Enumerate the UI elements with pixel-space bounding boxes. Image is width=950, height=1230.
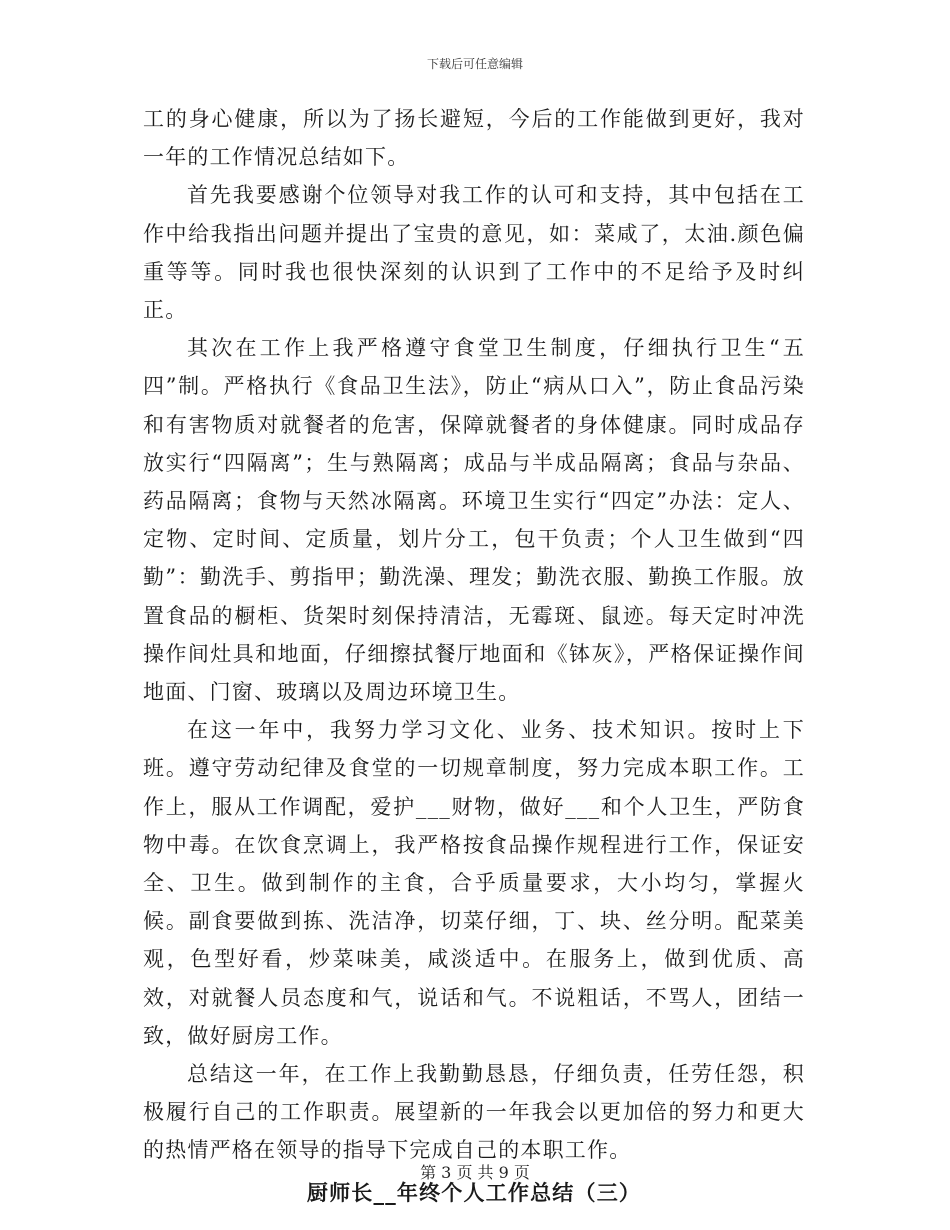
section-title: 厨师长__年终个人工作总结（三） <box>306 1179 642 1205</box>
paragraph-2: 首先我要感谢个位领导对我工作的认可和支持，其中包括在工作中给我指出问题并提出了宝贵的意见，如：菜咸了，太油.颜色偏重等等。同时我也很快深刻的认识到了工作中的不足给予及时纠正。 <box>143 183 805 323</box>
document-body <box>143 100 805 1212</box>
paragraph-3: 其次在工作上我严格遵守食堂卫生制度，仔细执行卫生“五四”制。严格执行《食品卫生法》，防止“病从口入”，防止食品污染和有害物质对就餐者的危害，保障就餐者的身体健康。同时成品存放实行“四隔离”；生与熟隔离；成品与半成品隔离；食品与杂品、药品隔离；食物与天然冰隔离。环境卫生实行“四定”办法：定人、定物、定时间、定质量，划片分工，包干负责；个人卫生做到“四勤”：勤洗手、剪指甲；勤洗澡、理发；勤洗衣服、勤换工作服。放置食品的橱柜、货架时刻保持清洁，无霉斑、鼠迹。每天定时冲洗操作间灶具和地面，仔细擦拭餐厅地面和《钵灰》，严格保证操作间地面、门窗、玻璃以及周边环境卫生。 <box>143 336 805 705</box>
page-header: 下载后可任意编辑 <box>426 57 523 71</box>
page-footer: 第 3 页 共 9 页 <box>420 1163 530 1182</box>
paragraph-1: 工的身心健康，所以为了扬长避短，今后的工作能做到更好，我对一年的工作情况总结如下。 <box>143 107 805 170</box>
paragraph-4: 在这一年中，我努力学习文化、业务、技术知识。按时上下班。遵守劳动纪律及食堂的一切规章制度，努力完成本职工作。工作上，服从工作调配，爱护___财物，做好___和个人卫生，严防食物中毒。在饮食烹调上，我严格按食品操作规程进行工作，保证安全、卫生。做到制作的主食，合乎质量要求，大小均匀，掌握火候。副食要做到拣、洗洁净，切菜仔细，丁、块、丝分明。配菜美观，色型好看，炒菜味美，咸淡适中。在服务上，做到优质、高效，对就餐人员态度和气，说话和气。不说粗话，不骂人，团结一致，做好厨房工作。 <box>143 718 805 1048</box>
paragraph-5: 总结这一年，在工作上我勤勤恳恳，仔细负责，任劳任怨，积极履行自己的工作职责。展望新的一年我会以更加倍的努力和更大的热情严格在领导的指导下完成自己的本职工作。 <box>143 1062 805 1163</box>
